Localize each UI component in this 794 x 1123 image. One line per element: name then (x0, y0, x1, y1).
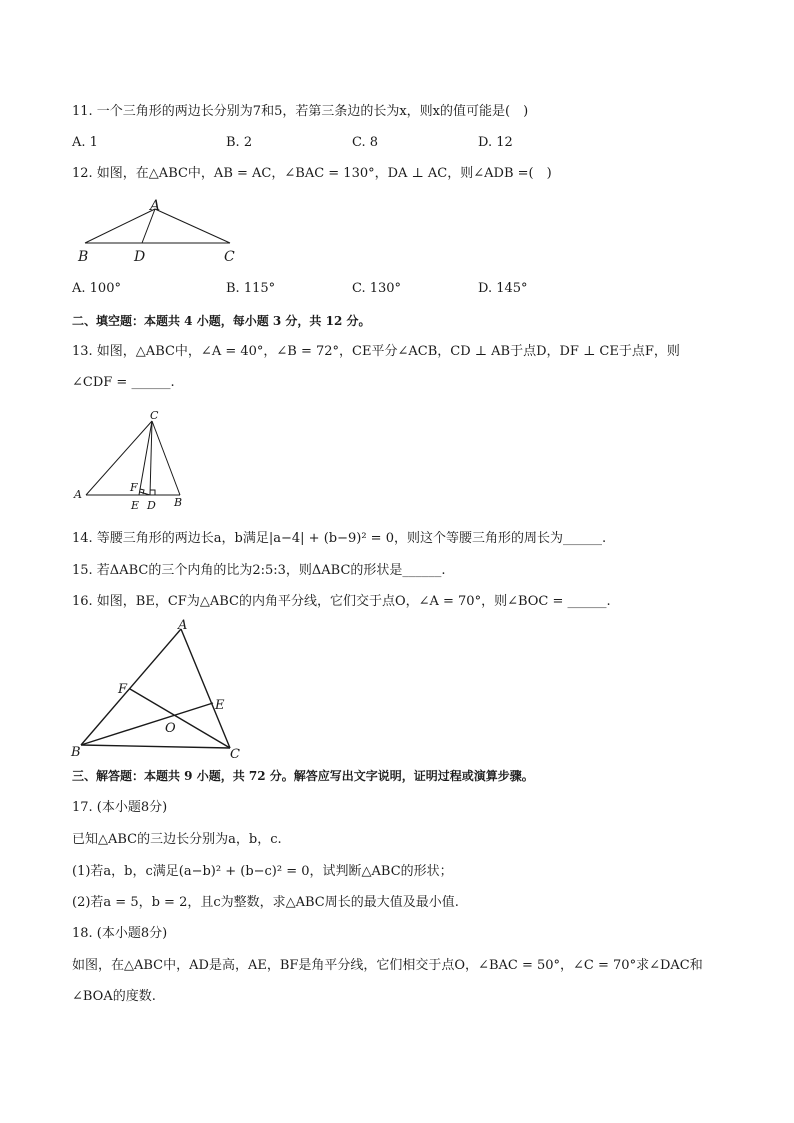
q11-stem: 11. 一个三角形的两边长分别为7和5，若第三条边的长为x，则x的值可能是( ) (72, 104, 529, 119)
q13-stem-line1: 13. 如图，△ABC中，∠A = 40°，∠B = 72°，CE平分∠ACB，CD ⊥ AB于点D，DF ⊥ CE于点F，则 (72, 344, 680, 359)
q13-label-e: E (131, 499, 140, 512)
q12-option-a: A. 100° (72, 281, 121, 296)
q17-line1: 已知△ABC的三边长分别为a，b，c. (72, 832, 282, 847)
q13-label-c: C (150, 409, 159, 422)
q12-label-d: D (134, 249, 146, 265)
q13-figure (72, 405, 192, 515)
q17-line3: (2)若a = 5，b = 2，且c为整数，求△ABC周长的最大值及最小值. (72, 895, 459, 910)
q15-stem: 15. 若ΔABC的三个内角的比为2:5:3，则ΔABC的形状是______. (72, 563, 446, 578)
q12-stem: 12. 如图，在△ABC中，AB = AC，∠BAC = 130°，DA ⊥ AC，则∠ADB =( ) (72, 166, 552, 181)
q12-label-b: B (78, 249, 89, 265)
q13-stem-line2: ∠CDF = ______. (72, 375, 175, 390)
q16-label-f: F (118, 682, 128, 697)
q16-stem: 16. 如图，BE，CF为△ABC的内角平分线，它们交于点O，∠A = 70°，则∠BOC = ______. (72, 594, 611, 609)
q18-line1: 如图，在△ABC中，AD是高，AE，BF是角平分线，它们相交于点O，∠BAC = 50°，∠C = 70°求∠DAC和 (72, 958, 703, 973)
q18-title: 18. (本小题8分) (72, 926, 168, 941)
q13-label-d: D (147, 499, 156, 512)
section2-heading: 二、填空题：本题共 4 小题，每小题 3 分，共 12 分。 (72, 314, 371, 328)
q13-label-f: F (130, 481, 138, 494)
q12-label-c: C (224, 249, 235, 265)
section3-heading: 三、解答题：本题共 9 小题，共 72 分。解答应写出文字说明，证明过程或演算步骤。 (72, 769, 534, 783)
q16-label-e: E (215, 698, 225, 713)
q13-label-b: B (174, 496, 183, 509)
q12-option-d: D. 145° (478, 281, 528, 296)
q11-option-d: D. 12 (478, 135, 513, 150)
q11-option-b: B. 2 (226, 135, 253, 150)
q12-option-c: C. 130° (352, 281, 402, 296)
q12-figure (72, 195, 252, 270)
q16-figure (68, 615, 248, 765)
q17-line2: (1)若a，b，c满足(a−b)² + (b−c)² = 0，试判断△ABC的形状； (72, 864, 453, 879)
q12-option-b: B. 115° (226, 281, 276, 296)
q16-label-c: C (230, 747, 240, 762)
q16-label-o: O (165, 721, 176, 736)
q11-option-a: A. 1 (72, 135, 98, 150)
q16-label-b: B (71, 745, 81, 760)
q18-line2: ∠BOA的度数. (72, 989, 156, 1004)
q12-label-a: A (150, 198, 161, 214)
q13-label-a: A (74, 488, 82, 501)
q14-stem: 14. 等腰三角形的两边长a，b满足|a−4| + (b−9)² = 0，则这个等腰三角形的周长为______. (72, 531, 607, 546)
q11-option-c: C. 8 (352, 135, 379, 150)
q17-title: 17. (本小题8分) (72, 800, 168, 815)
q16-label-a: A (178, 618, 188, 633)
